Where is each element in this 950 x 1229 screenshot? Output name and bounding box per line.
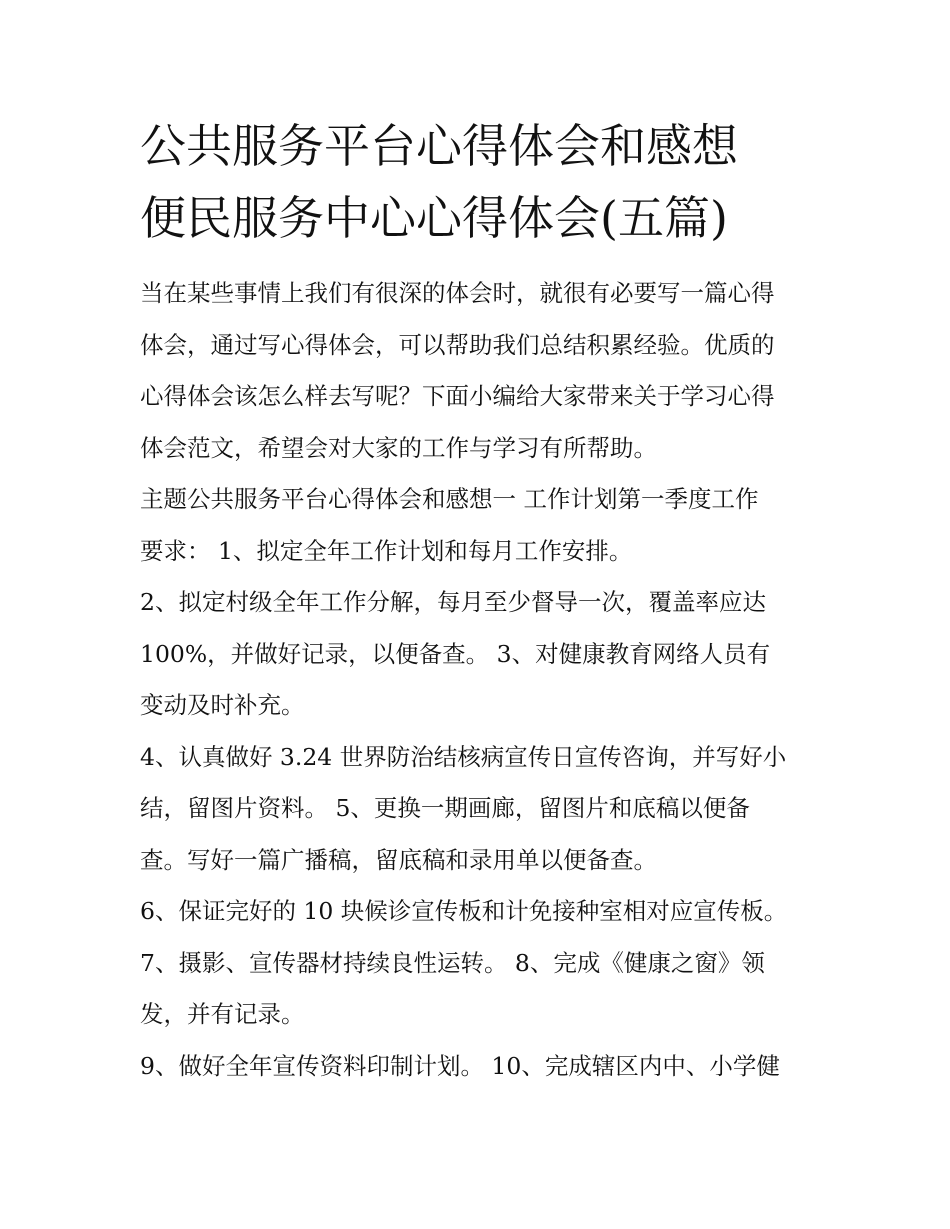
document-title [140,110,820,254]
document-page [140,110,820,1092]
title-line-1: 公共服务平台心得体会和感想 [140,119,738,173]
item-9-paragraph [140,1041,820,1093]
text-line: 9、做好全年宣传资料印制计划。 10、完成辖区内中、小学健 [140,1051,780,1080]
item-7-paragraph [140,938,820,1041]
text-line: 6、保证完好的 10 块候诊宣传板和计免接种室相对应宣传板。 [140,897,788,925]
title-line-2: 便民服务中心心得体会(五篇) [140,191,728,245]
item-4-paragraph [140,732,820,887]
text-line: 心得体会该怎么样去写呢？下面小编给大家带来关于学习心得 [140,382,775,410]
document-body [140,268,820,1092]
text-line: 发，并有记录。 [140,1000,305,1028]
item-2-paragraph [140,577,820,732]
text-line: 变动及时补充。 [140,691,305,719]
text-line: 2、拟定村级全年工作分解，每月至少督导一次，覆盖率应达 [140,588,766,616]
text-line: 7、摄影、宣传器材持续良性运转。 8、完成《健康之窗》领 [140,948,765,977]
text-line: 查。写好一篇广播稿，留底稿和录用单以便备查。 [140,845,657,874]
text-line: 体会范文，希望会对大家的工作与学习有所帮助。 [140,433,657,462]
text-line: 4、认真做好 3.24 世界防治结核病宣传日宣传咨询，并写好小 [140,742,787,771]
item-6-paragraph [140,886,820,938]
intro-paragraph [140,268,820,474]
text-line: 要求： 1、拟定全年工作计划和每月工作安排。 [140,536,633,565]
text-line: 当在某些事情上我们有很深的体会时，就很有必要写一篇心得 [140,279,775,307]
text-line: 主题公共服务平台心得体会和感想一 工作计划第一季度工作 [140,485,759,513]
text-line: 结，留图片资料。 5、更换一期画廊，留图片和底稿以便备 [140,794,750,822]
text-line: 100%，并做好记录，以便备查。 3、对健康教育网络人员有 [140,639,771,668]
topic-paragraph [140,474,820,577]
text-line: 体会，通过写心得体会，可以帮助我们总结积累经验。优质的 [140,330,775,359]
